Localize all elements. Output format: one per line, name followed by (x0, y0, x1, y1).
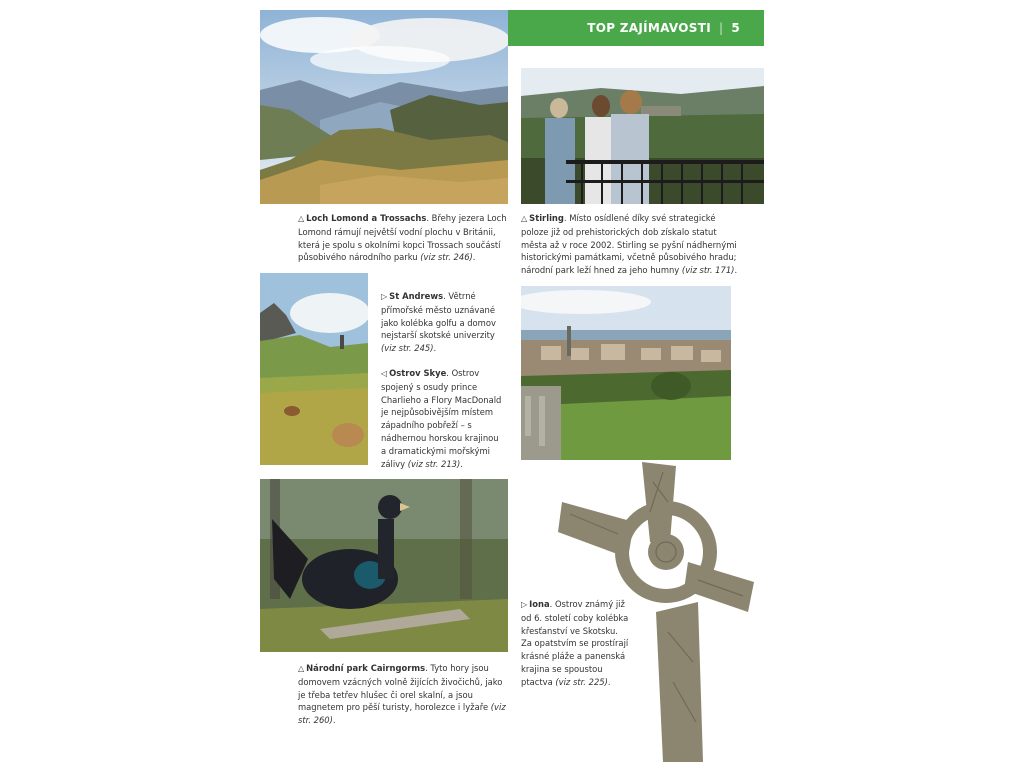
section-header-bar (508, 10, 764, 46)
page-number: 5 (731, 21, 740, 35)
caption-text: . Ostrov spojený s osudy prince Charlieho a Flory MacDonald je nejpůsobivějším místem západního pobřeží – s nádhernou horskou krajinou a dramatickými mořskými zálivy (381, 368, 502, 469)
caption-title: Iona (529, 599, 550, 609)
caption-cairngorms (298, 662, 508, 727)
caption-title: Národní park Cairngorms (306, 663, 426, 673)
page-reference: (viz str. 225) (555, 676, 608, 687)
section-title: TOP ZAJÍMAVOSTI (587, 21, 711, 35)
right-arrow-icon: ▷ (521, 600, 528, 609)
page-reference: (viz str. 245) (381, 343, 434, 354)
caption-iona (521, 598, 631, 689)
caption-text: . Tyto hory jsou domovem vzácných volně žijících živočichů, jako je třeba tetřev hlušec či orel skalní, a jsou magnetem pro pěší turisty, horolezce i lyžaře (298, 663, 503, 713)
photo-isle-of-skye (260, 273, 368, 465)
caption-end: . (433, 343, 437, 354)
caption-st-andrews (381, 290, 503, 355)
photo-capercaillie (260, 479, 508, 652)
page-reference: (viz str. 246) (420, 252, 473, 263)
caption-text: . Větrné přímořské město uznávané jako kolébka golfu a domov nejstarší skotské univerzity (381, 291, 496, 341)
caption-text: . Břehy jezera Loch Lomond rámují největší vodní plochu v Británii, která je spolu s okolními kopci Trossach součástí působivého národního parku (298, 213, 507, 263)
caption-stirling (521, 212, 741, 277)
photo-st-andrews (521, 286, 731, 460)
caption-end: . (472, 252, 476, 263)
up-arrow-icon: △ (298, 664, 305, 673)
caption-end: . (460, 458, 463, 469)
up-arrow-icon: △ (298, 214, 305, 223)
caption-end: . (332, 715, 336, 726)
caption-text: . Místo osídlené díky své strategické poloze již od prehistorických dob získalo statut města až v roce 2002. Stirling se pyšní nádhernými historickými památkami, včetně působivého hradu; národní park leží hned za jeho humny (521, 213, 737, 276)
caption-title: Stirling (529, 213, 564, 223)
page-reference: (viz str. 260) (298, 702, 506, 726)
page-reference: (viz str. 171) (681, 265, 735, 276)
caption-isle-of-skye (381, 367, 503, 470)
caption-end: . (607, 676, 611, 687)
photo-stirling (521, 68, 764, 204)
caption-title: Ostrov Skye (389, 368, 447, 378)
caption-title: Loch Lomond a Trossachs (306, 213, 427, 223)
caption-title: St Andrews (389, 291, 444, 301)
caption-text: . Ostrov známý již od 6. století coby kolébka křesťanství ve Skotsku. Za opatstvím se prostírají krásné pláže a panenská krajina se spoustou ptactva (521, 599, 629, 687)
right-arrow-icon: ▷ (381, 292, 388, 301)
header-separator: | (719, 21, 724, 35)
caption-loch-lomond (298, 212, 508, 264)
caption-end: . (734, 265, 738, 276)
left-arrow-icon: ◁ (381, 369, 388, 378)
up-arrow-icon: △ (521, 214, 528, 223)
page-reference: (viz str. 213) (407, 458, 461, 469)
photo-loch-lomond (260, 10, 508, 204)
